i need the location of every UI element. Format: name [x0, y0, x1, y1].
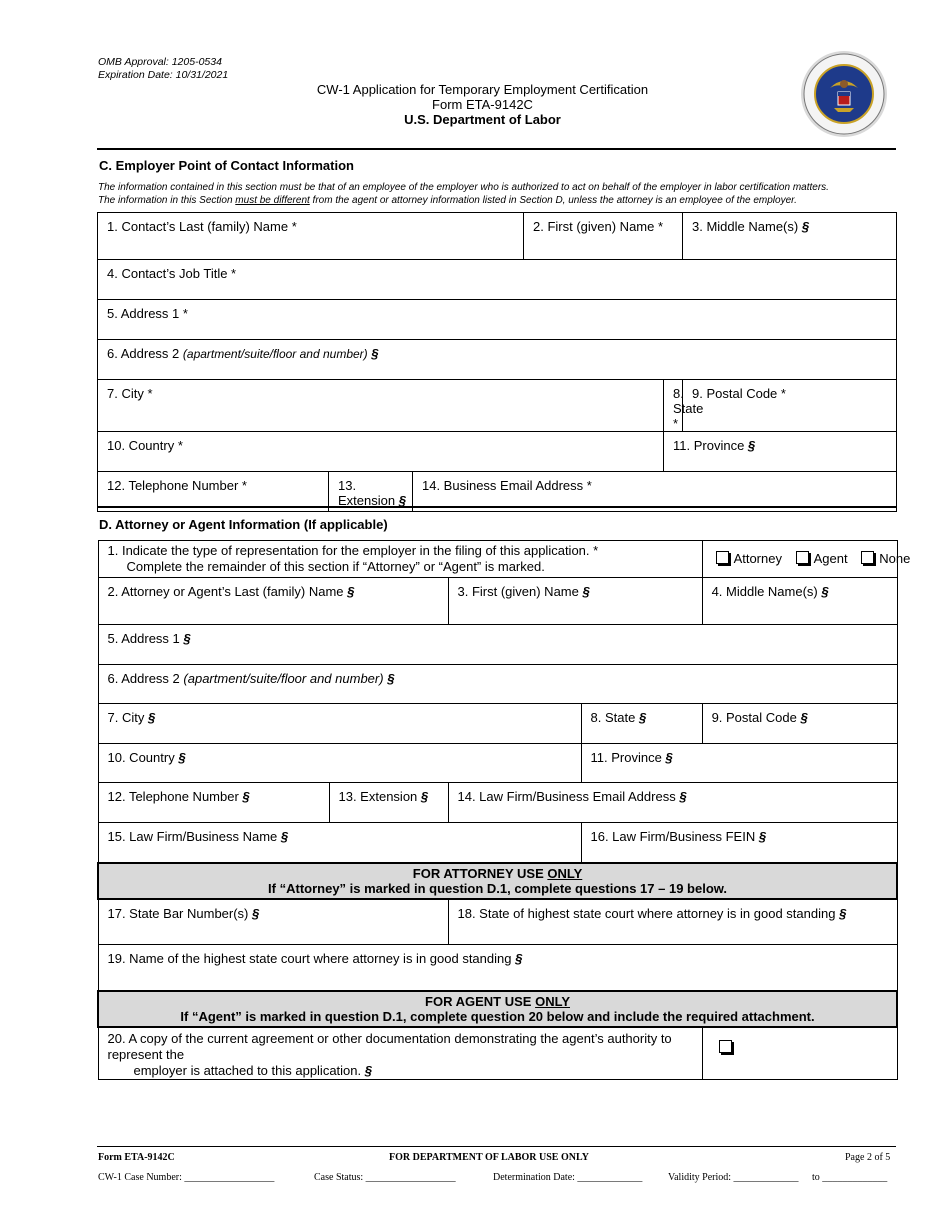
- section-c-heading: C. Employer Point of Contact Information: [99, 158, 354, 173]
- label: 11. Province: [673, 438, 745, 453]
- band-only: ONLY: [535, 993, 570, 1009]
- label: 14. Business Email Address *: [422, 478, 592, 493]
- section-c-intro: [98, 181, 898, 207]
- title-line-2: Form ETA-9142C: [432, 97, 533, 112]
- optional-symbol: §: [398, 493, 406, 508]
- law-firm-fein-field[interactable]: [581, 823, 897, 863]
- intro-line-1: The information contained in this section must be that of an employee of the employer who is authorized to act on behalf of the employer in labor certification matters.: [98, 182, 829, 193]
- question-line-1: 1. Indicate the type of representation for the employer in the filing of this application. *: [107, 543, 599, 558]
- representation-type-question: [98, 541, 702, 578]
- contact-last-name-field[interactable]: [98, 213, 524, 260]
- line-text: employer is attached to this application.: [133, 1062, 362, 1078]
- label: 3. Middle Name(s): [692, 219, 799, 234]
- footer-case-status: Case Status: __________________: [314, 1172, 456, 1183]
- optional-symbol: §: [747, 438, 756, 453]
- optional-symbol: §: [183, 631, 191, 646]
- intro-line-2: [98, 194, 898, 207]
- agent-authority-checkbox-cell[interactable]: [702, 1027, 897, 1080]
- optional-symbol: §: [178, 750, 186, 765]
- contact-postal-code-field[interactable]: [683, 380, 897, 432]
- footer-dol-use: FOR DEPARTMENT OF LABOR USE ONLY: [389, 1152, 589, 1163]
- representation-options: [702, 541, 911, 578]
- agent-authority-question: [98, 1027, 702, 1080]
- band-text: FOR ATTORNEY USE: [412, 865, 548, 881]
- attorney-band-instruction: If “Attorney” is marked in question D.1, complete questions 17 – 19 below.: [268, 880, 728, 896]
- label: 7. City: [107, 710, 145, 725]
- question-line-2: [108, 1063, 702, 1079]
- optional-symbol: §: [347, 584, 355, 599]
- label: 17. State Bar Number(s): [107, 905, 249, 921]
- agent-extension-field[interactable]: [329, 783, 448, 823]
- header-divider: [97, 148, 896, 150]
- label: 9. Postal Code *: [692, 386, 786, 401]
- state-bar-number-field[interactable]: [98, 899, 448, 945]
- optional-symbol: §: [420, 789, 429, 804]
- contact-address2-field[interactable]: [98, 340, 897, 380]
- optional-symbol: §: [821, 584, 829, 599]
- label: 8. State: [590, 710, 636, 725]
- attorney-use-band: [98, 863, 897, 899]
- omb-info: [98, 56, 228, 82]
- label: 10. Country *: [107, 438, 183, 453]
- contact-province-field[interactable]: [664, 432, 897, 472]
- footer-page: Page 2 of 5: [845, 1152, 891, 1163]
- agent-option[interactable]: [796, 551, 848, 566]
- agent-last-name-field[interactable]: [98, 578, 448, 625]
- label: 10. Country: [107, 750, 175, 765]
- label: 15. Law Firm/Business Name: [107, 829, 278, 844]
- optional-symbol: §: [758, 829, 767, 844]
- none-label: None: [879, 551, 911, 566]
- optional-symbol: §: [371, 346, 379, 361]
- contact-address1-field[interactable]: [98, 300, 897, 340]
- agent-label: Agent: [813, 551, 848, 566]
- agent-city-field[interactable]: [98, 704, 581, 744]
- attorney-label: Attorney: [733, 551, 782, 566]
- footer-case-number: CW-1 Case Number: __________________: [98, 1172, 275, 1183]
- none-option[interactable]: [861, 551, 910, 566]
- label: 6. Address 2: [107, 346, 180, 361]
- agent-first-name-field[interactable]: [448, 578, 702, 625]
- label: 12. Telephone Number *: [107, 478, 247, 493]
- footer-determination-date: Determination Date: _____________: [493, 1172, 643, 1183]
- agent-province-field[interactable]: [581, 744, 897, 783]
- footer-form-id: Form ETA-9142C: [98, 1152, 175, 1163]
- agent-middle-name-field[interactable]: [702, 578, 897, 625]
- optional-symbol: §: [515, 951, 523, 966]
- label: 5. Address 1: [107, 631, 180, 646]
- label: 7. City *: [107, 386, 153, 401]
- agent-address2-field[interactable]: [98, 665, 897, 704]
- question-line-2: Complete the remainder of this section if “Attorney” or “Agent” is marked.: [126, 559, 545, 574]
- optional-symbol: §: [839, 905, 847, 921]
- optional-symbol: §: [242, 789, 250, 804]
- contact-job-title-field[interactable]: [98, 260, 897, 300]
- label: 4. Middle Name(s): [711, 584, 818, 599]
- attorney-checkbox[interactable]: [716, 551, 729, 564]
- label: 9. Postal Code: [711, 710, 797, 725]
- label: 18. State of highest state court where attorney is in good standing: [457, 905, 836, 921]
- section-divider: [97, 506, 896, 508]
- footer-validity-period: Validity Period: _____________: [668, 1172, 799, 1183]
- agent-authority-checkbox[interactable]: [719, 1040, 732, 1053]
- intro-text-post: from the agent or attorney information listed in Section D, unless the attorney is an employee of the employer.: [309, 195, 797, 206]
- optional-symbol: §: [638, 710, 647, 725]
- footer-divider: [97, 1146, 896, 1147]
- footer-validity-to: to _____________: [812, 1172, 888, 1183]
- contact-city-field[interactable]: [98, 380, 664, 432]
- agent-band-title: [99, 994, 896, 1009]
- contact-first-name-field[interactable]: [524, 213, 683, 260]
- form-title: [230, 82, 735, 127]
- label: 11. Province: [590, 750, 662, 765]
- contact-middle-name-field[interactable]: [683, 213, 897, 260]
- label: 6. Address 2: [107, 671, 180, 686]
- intro-text: The information in this Section: [98, 195, 236, 206]
- agent-address1-field[interactable]: [98, 625, 897, 665]
- agent-country-field[interactable]: [98, 744, 581, 783]
- label: 1. Contact’s Last (family) Name *: [107, 219, 297, 234]
- expiration-date: Expiration Date: 10/31/2021: [98, 69, 229, 81]
- section-c-table: [97, 212, 897, 512]
- label: 3. First (given) Name: [457, 584, 579, 599]
- optional-symbol: §: [800, 710, 808, 725]
- contact-state-field[interactable]: [664, 380, 704, 432]
- state-highest-court-field[interactable]: [448, 899, 897, 945]
- agent-use-band: [98, 991, 897, 1027]
- label: 5. Address 1 *: [107, 306, 188, 321]
- optional-symbol: §: [582, 584, 590, 599]
- label: 13. Extension: [338, 478, 396, 508]
- optional-symbol: §: [147, 710, 156, 725]
- none-checkbox[interactable]: [861, 551, 874, 564]
- agent-band-instruction: If “Agent” is marked in question D.1, complete question 20 below and include the required attachment.: [180, 1008, 815, 1024]
- label: 4. Contact’s Job Title *: [107, 266, 237, 281]
- band-only: ONLY: [547, 865, 583, 881]
- question-line-1: 20. A copy of the current agreement or other documentation demonstrating the agent’s authority to represent the: [107, 1030, 672, 1062]
- contact-country-field[interactable]: [98, 432, 664, 472]
- omb-approval: OMB Approval: 1205-0534: [98, 56, 222, 68]
- agent-checkbox[interactable]: [796, 551, 809, 564]
- law-firm-name-field[interactable]: [98, 823, 581, 863]
- title-line-3: U.S. Department of Labor: [404, 112, 561, 127]
- attorney-band-title: [99, 866, 896, 881]
- hint: (apartment/suite/floor and number): [182, 347, 368, 361]
- label: 13. Extension: [338, 789, 418, 804]
- optional-symbol: §: [387, 671, 395, 686]
- title-line-1: CW-1 Application for Temporary Employment Certification: [316, 82, 649, 97]
- intro-underline: must be different: [235, 195, 310, 206]
- optional-symbol: §: [665, 750, 673, 765]
- highest-court-name-field[interactable]: [98, 945, 897, 991]
- section-d-table: [97, 540, 911, 1080]
- hint: (apartment/suite/floor and number): [183, 671, 384, 686]
- label: 2. First (given) Name *: [533, 219, 664, 234]
- agent-telephone-field[interactable]: [98, 783, 329, 823]
- optional-symbol: §: [801, 219, 810, 234]
- label: 12. Telephone Number: [107, 789, 239, 804]
- agent-email-field[interactable]: [448, 783, 897, 823]
- department-seal-icon: [800, 50, 888, 138]
- label: 8. State *: [673, 386, 704, 431]
- label: 2. Attorney or Agent’s Last (family) Name: [107, 584, 344, 599]
- attorney-option[interactable]: [716, 551, 782, 566]
- band-text: FOR AGENT USE: [425, 993, 536, 1009]
- optional-symbol: §: [364, 1062, 372, 1078]
- optional-symbol: §: [280, 829, 289, 844]
- section-d-heading: D. Attorney or Agent Information (If applicable): [99, 517, 388, 532]
- optional-symbol: §: [679, 789, 687, 804]
- label: 14. Law Firm/Business Email Address: [457, 789, 676, 804]
- agent-postal-code-field[interactable]: [702, 704, 897, 744]
- label: 16. Law Firm/Business FEIN: [590, 829, 756, 844]
- optional-symbol: §: [252, 905, 260, 921]
- agent-state-field[interactable]: [581, 704, 702, 744]
- label: 19. Name of the highest state court where attorney is in good standing: [107, 951, 512, 966]
